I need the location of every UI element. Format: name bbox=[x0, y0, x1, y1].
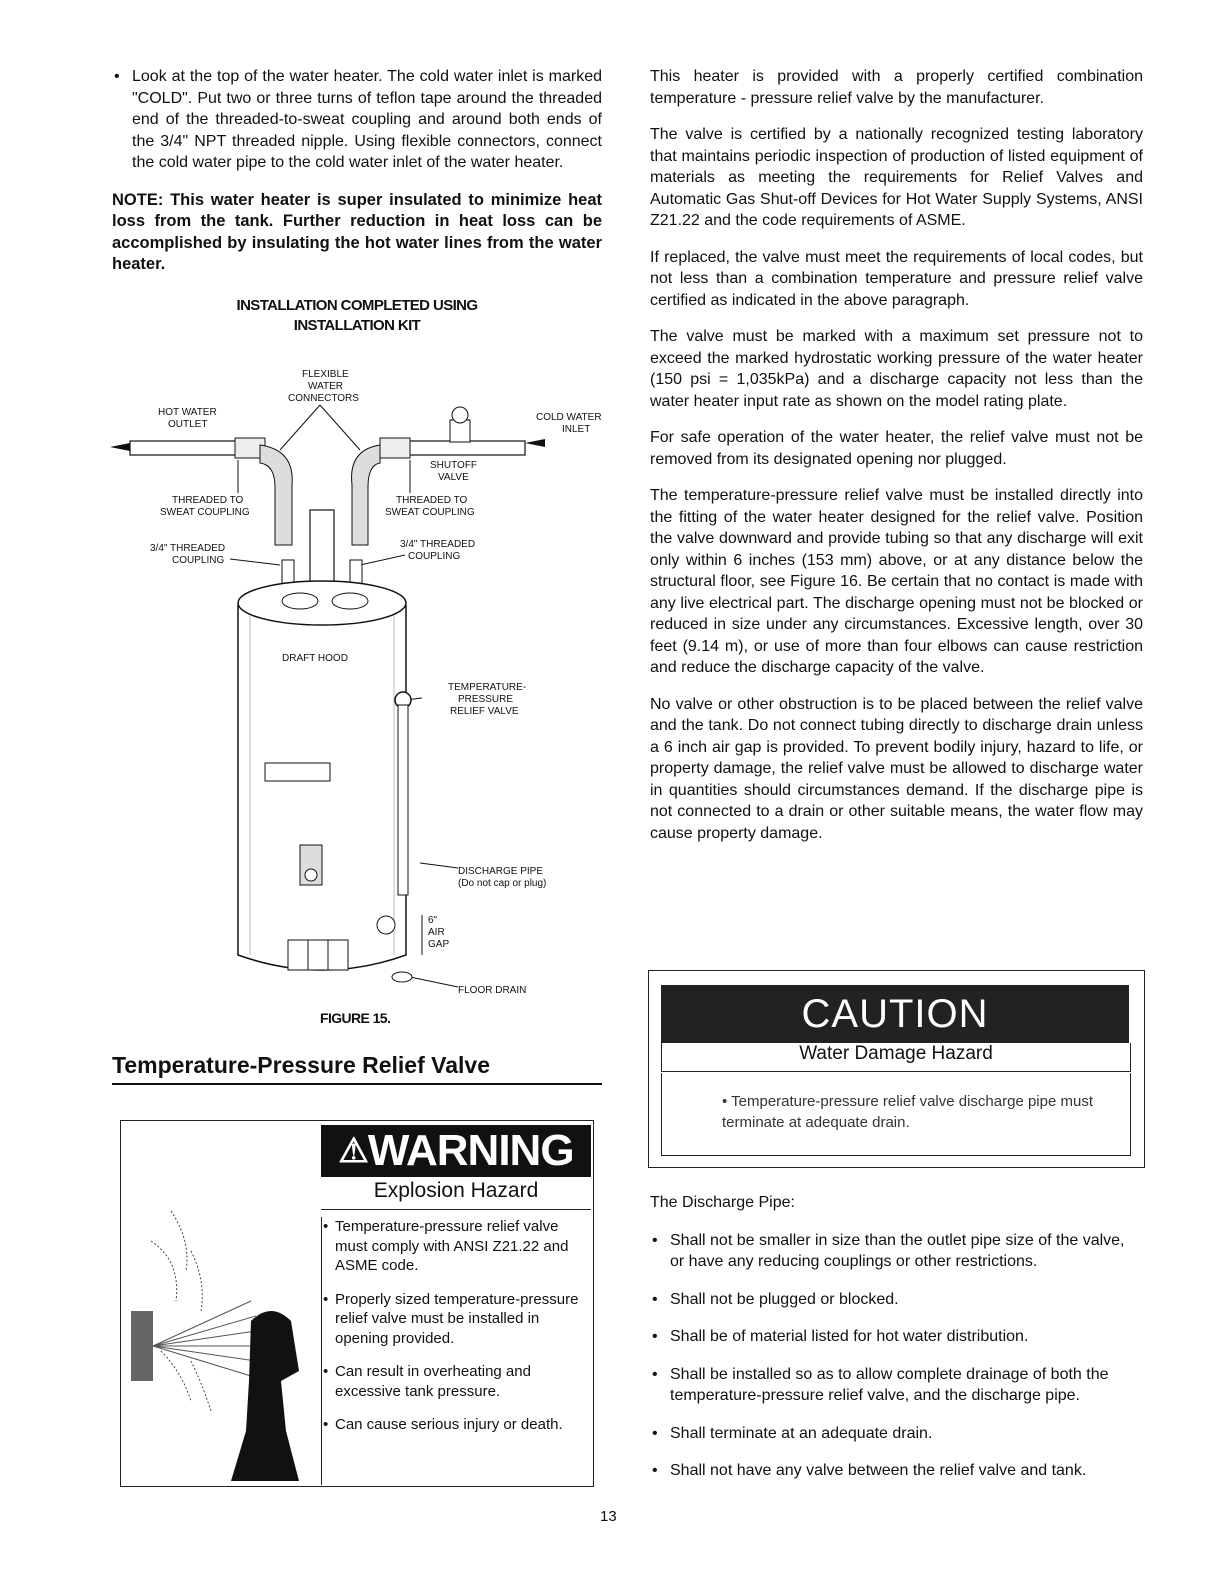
caution-banner: CAUTION bbox=[661, 985, 1129, 1043]
label-34-threaded-right: 3/4" THREADED bbox=[400, 539, 476, 550]
label-cold-water: COLD WATER bbox=[536, 412, 602, 423]
label-6in: 6" bbox=[428, 915, 438, 926]
right-column bbox=[650, 66, 1143, 859]
discharge-heading: The Discharge Pipe: bbox=[650, 1194, 795, 1211]
label-tp3: RELIEF VALVE bbox=[450, 706, 519, 717]
label-connectors: CONNECTORS bbox=[288, 393, 359, 404]
label-water: WATER bbox=[308, 381, 343, 392]
figure-caption: FIGURE 15. bbox=[320, 1010, 391, 1026]
explosion-hazard-icon bbox=[131, 1201, 301, 1481]
warning-banner-text: WARNING bbox=[367, 1126, 574, 1175]
discharge-item: • Shall terminate at an adequate drain. bbox=[650, 1423, 1143, 1445]
warning-triangle-icon: ⚠ bbox=[338, 1132, 368, 1170]
caution-item: • Temperature-pressure relief valve discharge pipe must terminate at adequate drain. bbox=[722, 1093, 1093, 1131]
label-air: AIR bbox=[428, 927, 445, 938]
discharge-item: • Shall not be smaller in size than the outlet pipe size of the valve, or have any reducing couplings or other restrictions. bbox=[650, 1230, 1143, 1273]
label-gap: GAP bbox=[428, 939, 450, 950]
label-tp2: PRESSURE bbox=[458, 694, 514, 705]
water-damage-hazard-title: Water Damage Hazard bbox=[661, 1043, 1131, 1072]
cold-inlet-paragraph: • Look at the top of the water heater. The cold water inlet is marked "COLD". Put two or three turns of teflon tape around the threaded end of the threaded-to-sweat coupling and around both ends of the 3/4" NPT threaded nipple. Using flexible connectors, connect the cold water pipe to the cold water inlet of the water heater. bbox=[112, 66, 602, 174]
label-outlet: OUTLET bbox=[168, 419, 208, 430]
label-do-not-cap: (Do not cap or plug) bbox=[458, 878, 547, 889]
section-title: Temperature-Pressure Relief Valve bbox=[112, 1052, 602, 1085]
discharge-item: • Shall not have any valve between the relief valve and tank. bbox=[650, 1460, 1143, 1482]
warning-item: • Can cause serious injury or death. bbox=[321, 1415, 583, 1435]
right-paragraph-5: For safe operation of the water heater, the relief valve must not be removed from its designated opening nor plugged. bbox=[650, 429, 1143, 468]
label-sweat-coupling-left: SWEAT COUPLING bbox=[160, 507, 250, 518]
caution-body bbox=[661, 1073, 1131, 1156]
warning-list bbox=[321, 1217, 583, 1449]
label-shutoff: SHUTOFF bbox=[430, 460, 478, 471]
warning-item: • Can result in overheating and excessive tank pressure. bbox=[321, 1362, 583, 1401]
water-heater-diagram bbox=[110, 365, 610, 1010]
label-draft-hood: DRAFT HOOD bbox=[282, 653, 348, 664]
right-paragraph-1: This heater is provided with a properly certified combination temperature - pressure relief valve by the manufacturer. bbox=[650, 68, 1143, 107]
warning-box bbox=[120, 1120, 594, 1487]
caution-item-text: Temperature-pressure relief valve discharge pipe must terminate at adequate drain. bbox=[722, 1093, 1093, 1131]
label-threaded-to-left: THREADED TO bbox=[172, 495, 244, 506]
page-number: 13 bbox=[600, 1508, 617, 1525]
label-floor-drain: FLOOR DRAIN bbox=[458, 985, 527, 996]
label-coupling-left: COUPLING bbox=[172, 555, 225, 566]
label-coupling-right: COUPLING bbox=[408, 551, 461, 562]
right-paragraph-2: The valve is certified by a nationally recognized testing laboratory that maintains periodic inspection of production of listed equipment of materials as meeting the requirements for Relief Valves and Automatic Gas Shut-off Devices for Hot Water Supply Systems, ANSI Z21.22 and the code requirements of ASME. bbox=[650, 126, 1143, 229]
figure-title-line1: INSTALLATION COMPLETED USING bbox=[236, 296, 478, 314]
label-threaded-to-right: THREADED TO bbox=[396, 495, 468, 506]
right-paragraph-3: If replaced, the valve must meet the requirements of local codes, but not less than a combination temperature and pressure relief valve certified as indicated in the above paragraph. bbox=[650, 248, 1143, 309]
warning-banner bbox=[321, 1125, 591, 1177]
insulation-note: NOTE: This water heater is super insulated to minimize heat loss from the tank. Further reduction in heat loss can be accomplished by insulating the hot water lines from the water heater. bbox=[112, 190, 602, 273]
label-valve: VALVE bbox=[438, 472, 469, 483]
discharge-pipe-list bbox=[650, 1192, 1143, 1498]
warning-item: • Properly sized temperature-pressure relief valve must be installed in opening provided. bbox=[321, 1290, 583, 1349]
label-34-threaded-left: 3/4" THREADED bbox=[150, 543, 226, 554]
discharge-item: • Shall be of material listed for hot water distribution. bbox=[650, 1326, 1143, 1348]
discharge-item: • Shall be installed so as to allow complete drainage of both the temperature-pressure relief valve, and the discharge pipe. bbox=[650, 1364, 1143, 1407]
figure-title-line2: INSTALLATION KIT bbox=[293, 316, 421, 334]
right-paragraph-6: The temperature-pressure relief valve must be installed directly into the fitting of the water heater designed for the relief valve. Position the valve downward and provide tubing so that any discharge will exit only within 6 inches (153 mm) above, or at any distance below the structural floor, see Figure 16. Be certain that no contact is made with any live electrical part. The discharge opening must not be blocked or reduced in size under any circumstances. Excessive length, over 30 feet (9.14 m), or use of more than four elbows can cause restriction and reduce the discharge capacity of the valve. bbox=[650, 487, 1143, 676]
label-flexible: FLEXIBLE bbox=[302, 369, 349, 380]
right-paragraph-4: The valve must be marked with a maximum set pressure not to exceed the marked hydrostatic working pressure of the water heater (150 psi = 1,035kPa) and a discharge capacity not less than the water heater input rate as shown on the model rating plate. bbox=[650, 328, 1143, 410]
label-inlet: INLET bbox=[562, 424, 591, 435]
label-tp1: TEMPERATURE- bbox=[448, 682, 527, 693]
caution-box bbox=[648, 970, 1145, 1168]
warning-item: • Temperature-pressure relief valve must comply with ANSI Z21.22 and ASME code. bbox=[321, 1217, 583, 1276]
label-discharge-pipe: DISCHARGE PIPE bbox=[458, 866, 544, 877]
explosion-hazard-title: Explosion Hazard bbox=[321, 1179, 591, 1210]
left-column bbox=[112, 66, 602, 336]
label-hot-water: HOT WATER bbox=[158, 407, 217, 418]
label-sweat-coupling-right: SWEAT COUPLING bbox=[385, 507, 475, 518]
right-paragraph-7: No valve or other obstruction is to be placed between the relief valve and the tank. Do not connect tubing directly to discharge drain unless a 6 inch air gap is provided. To prevent bodily injury, hazard to life, or property damage, the relief valve must be allowed to discharge water in quantities should circumstances demand. If the discharge pipe is not connected to a drain or other suitable means, the water flow may cause property damage. bbox=[650, 695, 1143, 842]
discharge-item: • Shall not be plugged or blocked. bbox=[650, 1289, 1143, 1311]
